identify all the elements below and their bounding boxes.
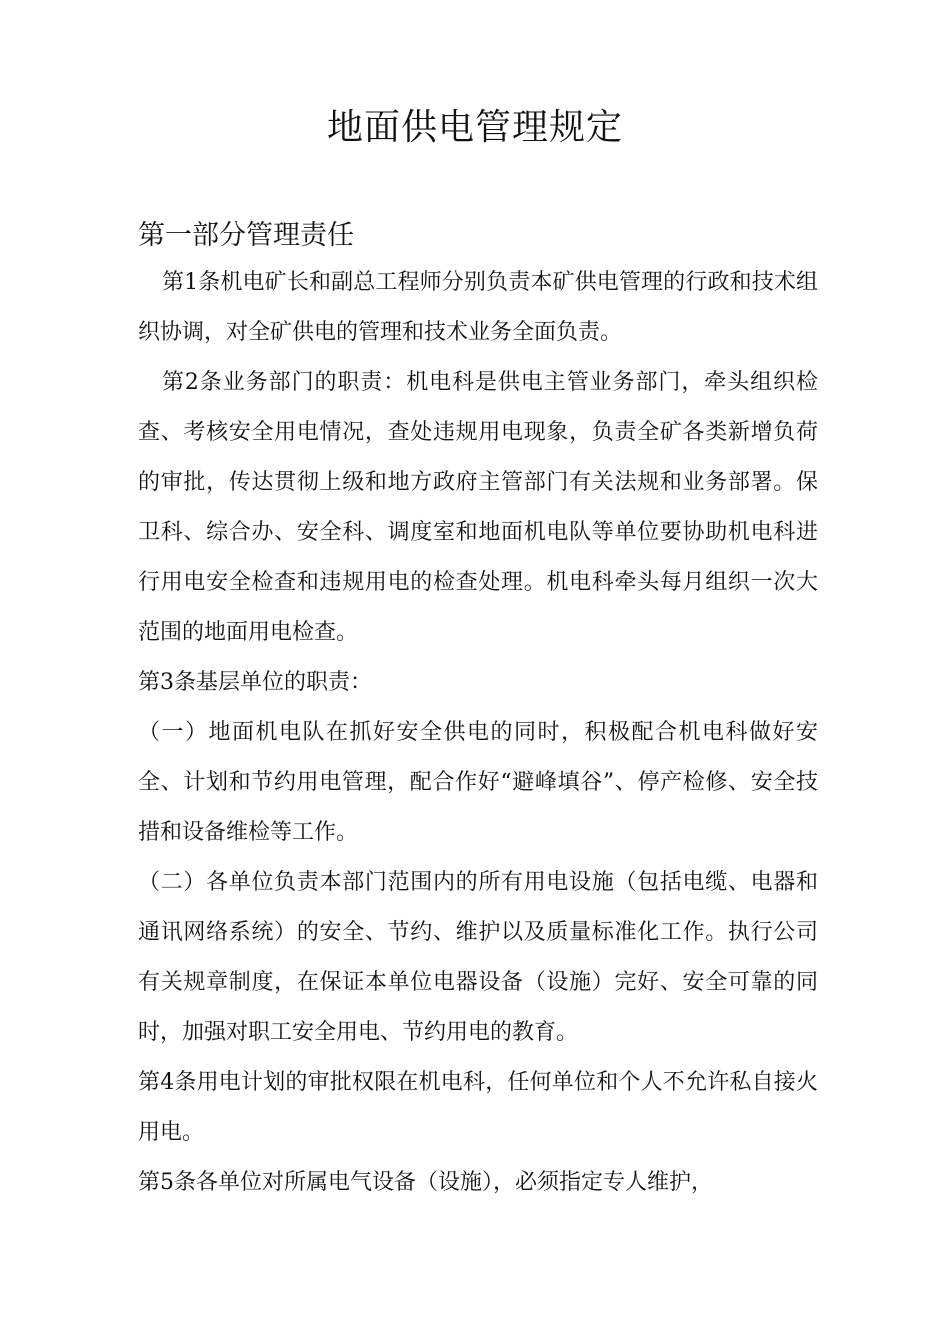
article-2: 第2条业务部门的职责：机电科是供电主管业务部门，牵头组织检查、考核安全用电情况，查处违规用电现象，负责全矿各类新增负荷的审批，传达贯彻上级和地方政府主管部门有关法规和业务部署。保卫科、综合办、安全科、调度室和地面机电队等单位要协助机电科进行用电安全检查和违规用电的检查处理。机电科牵头每月组织一次大范围的地面用电检查。 <box>138 370 818 645</box>
section-heading: 第一部分管理责任 <box>138 220 354 251</box>
document-title: 地面供电管理规定 <box>326 107 623 148</box>
article-4: 第4条用电计划的审批权限在机电科，任何单位和个人不允许私自接火用电。 <box>138 1070 818 1145</box>
article-1: 第1条机电矿长和副总工程师分别负责本矿供电管理的行政和技术组织协调，对全矿供电的管理和技术业务全面负责。 <box>138 270 818 345</box>
article-3-item-2: （二）各单位负责本部门范围内的所有用电设施（包括电缆、电器和通讯网络系统）的安全、节约、维护以及质量标准化工作。执行公司有关规章制度，在保证本单位电器设备（设施）完好、安全可靠的同时，加强对职工安全用电、节约用电的教育。 <box>138 870 818 1045</box>
article-3: 第3条基层单位的职责： <box>138 670 372 695</box>
article-5: 第5条各单位对所属电气设备（设施），必须指定专人维护， <box>138 1170 713 1195</box>
document-body <box>138 258 818 1208</box>
article-3-item-1: （一）地面机电队在抓好安全供电的同时，积极配合机电科做好安全、计划和节约用电管理，配合作好“避峰填谷”、停产检修、安全技措和设备维检等工作。 <box>138 720 818 845</box>
